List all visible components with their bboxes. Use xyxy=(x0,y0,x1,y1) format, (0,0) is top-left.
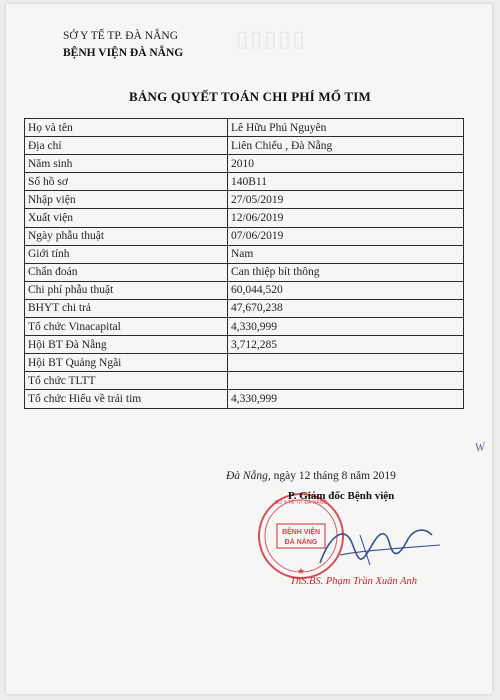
table-row xyxy=(25,209,464,227)
svg-text:★: ★ xyxy=(296,566,306,576)
row-value xyxy=(228,372,464,390)
svg-text:ĐÀ NẴNG: ĐÀ NẴNG xyxy=(284,539,318,546)
row-value: 4,330,999 xyxy=(228,318,464,336)
table-row xyxy=(25,299,464,317)
table-row xyxy=(25,173,464,191)
row-value: Liên Chiểu , Đà Nẵng xyxy=(228,137,464,155)
row-value xyxy=(228,354,464,372)
table-row xyxy=(25,263,464,281)
table-row xyxy=(25,137,464,155)
row-value: 60,044,520 xyxy=(228,281,464,299)
row-label: Xuất viện xyxy=(25,209,228,227)
row-label: Tổ chức TLTT xyxy=(25,372,228,390)
row-label: Hội BT Quảng Ngãi xyxy=(25,354,228,372)
document-title: BẢNG QUYẾT TOÁN CHI PHÍ MỔ TIM xyxy=(129,89,371,104)
table-row xyxy=(25,119,464,137)
table-row xyxy=(25,155,464,173)
date-text: ngày 12 tháng 8 năm 2019 xyxy=(270,470,396,482)
table-row xyxy=(25,390,464,408)
table-row xyxy=(25,245,464,263)
row-value: 3,712,285 xyxy=(228,336,464,354)
table-row xyxy=(25,227,464,245)
date-line xyxy=(226,470,396,482)
settlement-table xyxy=(24,118,464,409)
row-value: 4,330,999 xyxy=(228,390,464,408)
table-row xyxy=(25,191,464,209)
row-value: Nam xyxy=(228,245,464,263)
handwritten-signature xyxy=(300,515,450,575)
row-label: Tổ chức Vinacapital xyxy=(25,318,228,336)
handwritten-margin-mark: W xyxy=(474,439,486,455)
row-label: Hội BT Đà Nẵng xyxy=(25,336,228,354)
table-row xyxy=(25,336,464,354)
row-value: 2010 xyxy=(228,155,464,173)
svg-text:SỞ Y TẾ TP. ĐÀ NẴNG: SỞ Y TẾ TP. ĐÀ NẴNG xyxy=(274,500,328,506)
row-value: 27/05/2019 xyxy=(228,191,464,209)
row-label: Chẩn đoán xyxy=(25,263,228,281)
row-label: Số hồ sơ xyxy=(25,173,228,191)
table-row xyxy=(25,372,464,390)
row-value: 12/06/2019 xyxy=(228,209,464,227)
row-label: Giới tính xyxy=(25,245,228,263)
svg-text:BỆNH VIỆN: BỆNH VIỆN xyxy=(281,529,321,536)
row-label: Nhập viện xyxy=(25,191,228,209)
hospital-name: BỆNH VIỆN ĐÀ NẴNG xyxy=(63,47,184,59)
row-value: Can thiệp bít thông xyxy=(228,263,464,281)
row-label: Họ và tên xyxy=(25,119,228,137)
row-value: 140B11 xyxy=(228,173,464,191)
table-row xyxy=(25,281,464,299)
row-value: 07/06/2019 xyxy=(228,227,464,245)
row-label: BHYT chi trả xyxy=(25,299,228,317)
row-label: Chi phí phẫu thuật xyxy=(25,281,228,299)
row-label: Ngày phẫu thuật xyxy=(25,227,228,245)
row-value: 47,670,238 xyxy=(228,299,464,317)
department-name: SỞ Y TẾ TP. ĐÀ NẴNG xyxy=(63,30,179,42)
row-label: Tổ chức Hiểu về trái tim xyxy=(25,390,228,408)
row-value: Lê Hữu Phú Nguyên xyxy=(228,119,464,137)
table-row xyxy=(25,354,464,372)
table-row xyxy=(25,318,464,336)
signer-role: P. Giám đốc Bệnh viện xyxy=(288,490,395,502)
date-city: Đà Nẵng, xyxy=(226,470,271,482)
bleed-through-marks: ▯▯▯▯▯ xyxy=(236,26,307,51)
row-label: Năm sinh xyxy=(25,155,228,173)
signer-name: ThS.BS. Phạm Trần Xuân Anh xyxy=(290,576,417,587)
row-label: Địa chỉ xyxy=(25,137,228,155)
